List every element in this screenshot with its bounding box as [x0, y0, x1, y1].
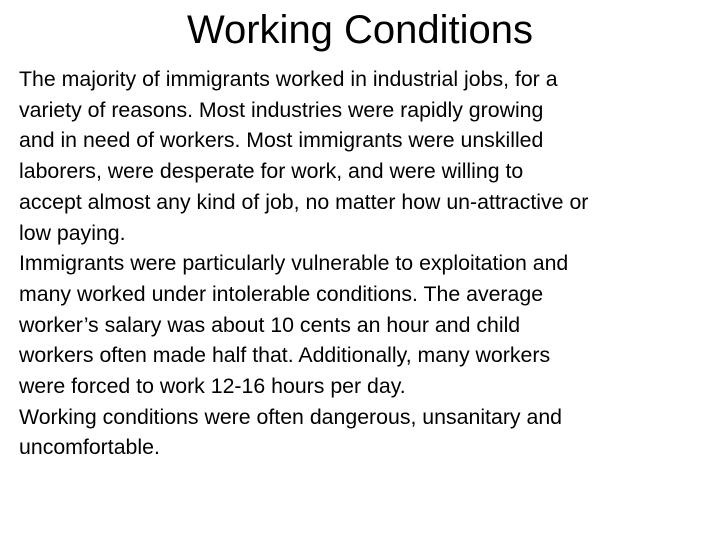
paragraph-line: Immigrants were particularly vulnerable to exploitation and	[19, 251, 569, 276]
paragraph-line: many worked under intolerable conditions. The average	[19, 281, 544, 306]
paragraph-line: accept almost any kind of job, no matter how un-attractive or	[19, 189, 589, 214]
paragraph-line: The majority of immigrants worked in industrial jobs, for a	[19, 67, 558, 91]
paragraph-2	[19, 248, 719, 402]
slide-title: Working Conditions	[186, 8, 534, 52]
paragraph-line: variety of reasons. Most industries were rapidly growing	[19, 97, 544, 122]
paragraph-line: workers often made half that. Additionally, many workers	[19, 343, 551, 368]
paragraph-line: uncomfortable.	[19, 435, 160, 460]
paragraph-line: laborers, were desperate for work, and were willing to	[19, 159, 524, 184]
paragraph-line: low paying.	[19, 220, 126, 245]
body-text	[19, 64, 719, 463]
paragraph-line: were forced to work 12-16 hours per day.	[19, 374, 406, 399]
paragraph-line: worker’s salary was about 10 cents an hour and child	[19, 312, 521, 337]
paragraph-line: Working conditions were often dangerous, unsanitary and	[19, 404, 563, 429]
paragraph-line: and in need of workers. Most immigrants were unskilled	[19, 128, 544, 153]
paragraph-3	[19, 402, 719, 463]
paragraph-1	[19, 64, 719, 248]
